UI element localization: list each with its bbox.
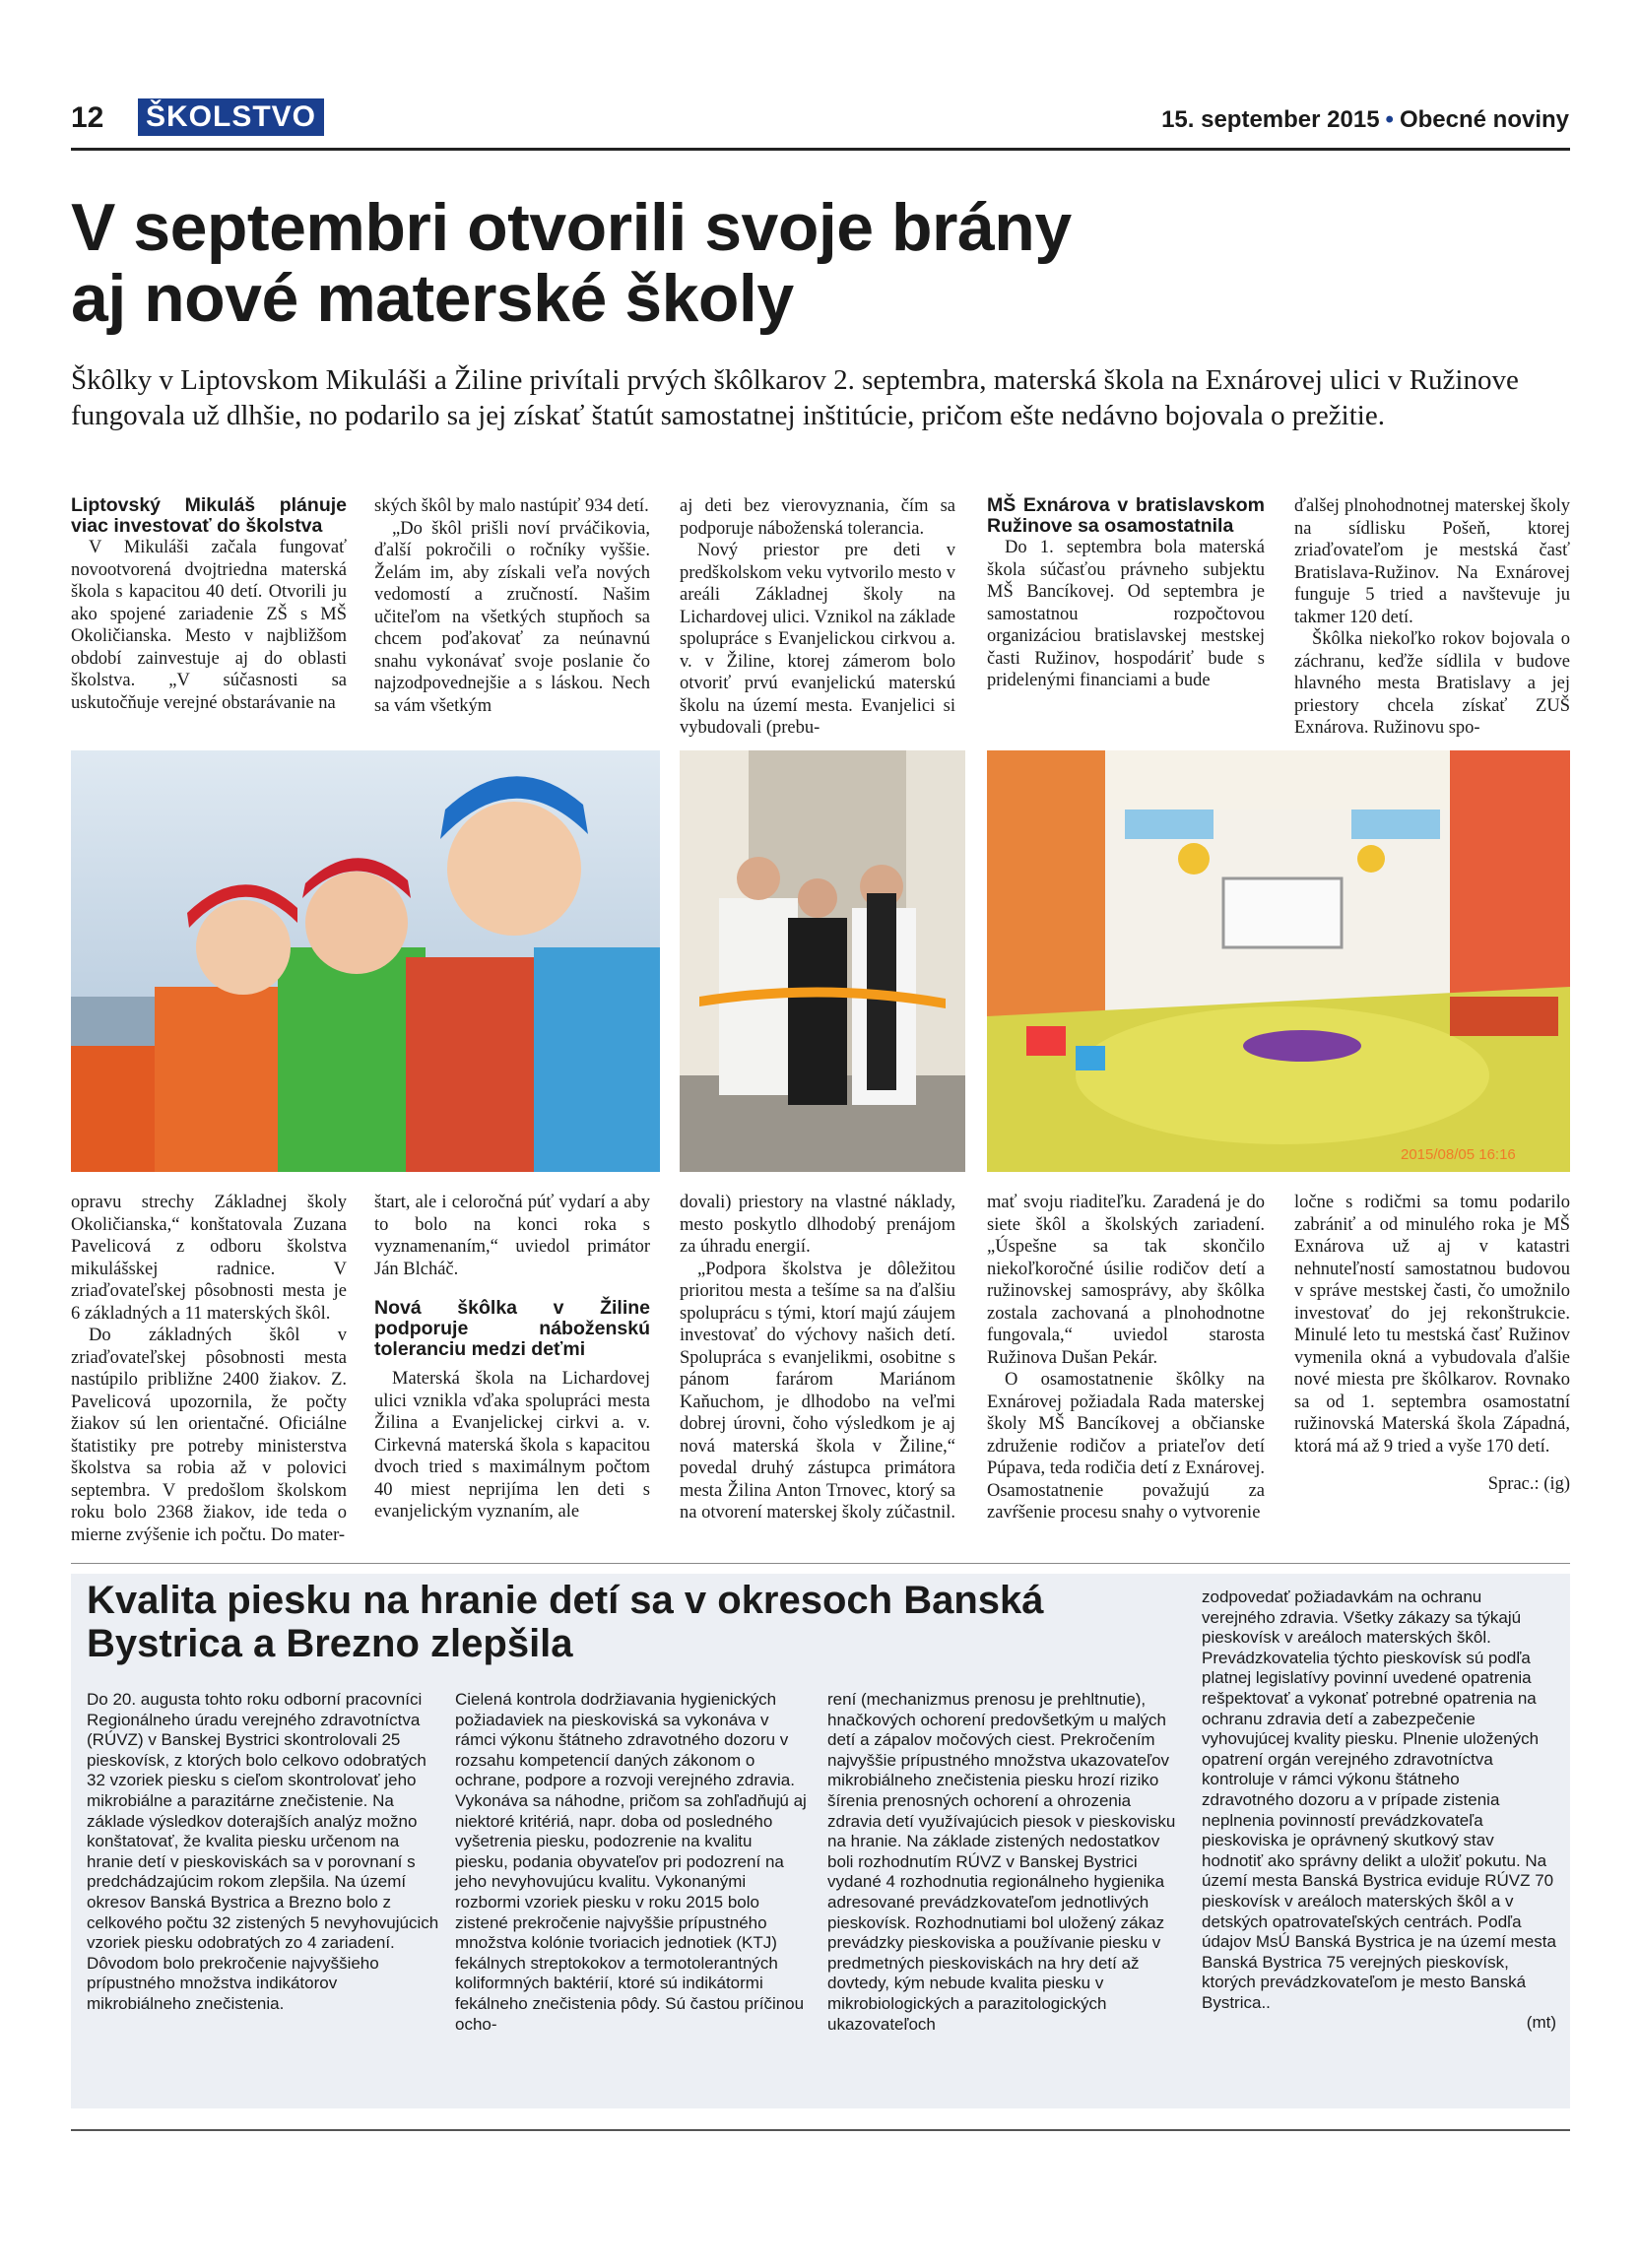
photo-children bbox=[71, 750, 660, 1172]
classroom-illustration bbox=[987, 750, 1570, 1172]
box-column-1 bbox=[87, 1690, 441, 2015]
subheading: Nová škôlka v Žiline podporuje náboženskú toleranciu medzi deťmi bbox=[374, 1297, 650, 1360]
paragraph: O osamostatnenie škôlky na Exnárovej požiadala Rada materskej školy MŠ Bancíkovej a občianske združenie rodičov a priateľov detí Púpava, teda rodičia detí z Exnárovej. Osamostatnenie považujú za zavŕšenie procesu snahy o vytvorenie bbox=[987, 1370, 1265, 1523]
children-illustration bbox=[71, 750, 660, 1172]
box-headline bbox=[87, 1579, 1101, 1665]
paragraph: aj deti bez vierovyznania, čím sa podporuje náboženská tolerancia. bbox=[680, 496, 955, 539]
paragraph: ďalšej plnohodnotnej materskej školy na sídlisku Pošeň, ktorej zriaďovateľom je mestská časť Bratislava-Ružinov. Na Exnárovej funguje 5 tried a navštevuje ju takmer 120 detí. bbox=[1294, 496, 1570, 627]
box-column-2 bbox=[455, 1690, 810, 2035]
subheading: Liptovský Mikuláš plánuje viac investovať do školstva bbox=[71, 494, 347, 537]
paragraph: Do základných škôl v zriaďovateľskej pôsobnosti mesta nastúpilo približne 2400 žiakov. Z. Pavelicová upozornila, že počty žiakov sú len orientačné. Oficiálne štatistiky pre potreby ministerstva školstva sa robia až v polovici septembra. V predošlom školskom roku bolo 2368 žiakov, ide teda o mierne zvýšenie ich počtu. Do mater- bbox=[71, 1326, 347, 1545]
column-1-top bbox=[71, 495, 347, 714]
column-4-top bbox=[987, 495, 1265, 692]
column-2-bottom bbox=[374, 1192, 650, 1523]
box-signature: (mt) bbox=[1526, 2013, 1556, 2033]
paragraph: „Do škôl prišli noví prváčikovia, ďalší pokročili o ročníky vyššie. Želám im, aby získali veľa nových vedomostí a zručností. Našim učiteľom na všetkých stupňoch sa chcem poďakovať za neúnavnú snahu vykonávať svoje poslanie čo najzodpovednejšie a s láskou. Nech sa vám všetkým bbox=[374, 518, 650, 716]
page-number: 12 bbox=[71, 101, 104, 134]
paragraph: štart, ale i celoročná púť vydarí a aby to bolo na konci roka s vyznamenaním,“ uviedol primátor Ján Blcháč. bbox=[374, 1193, 650, 1279]
paragraph: mať svoju riaditeľku. Zaradená je do siete škôl a školských zariadení. „Úspešne sa tak skončilo niekoľkoročné úsilie rodičov detí a ružinovskej samosprávy, aby škôlka zostala zachovaná a plnohodnotne fungovala,“ uviedol starosta Ružinova Dušan Pekár. bbox=[987, 1193, 1265, 1368]
issue-date: 15. september 2015 bbox=[1161, 106, 1380, 133]
section-tag: ŠKOLSTVO bbox=[138, 98, 324, 136]
paragraph: zodpovedať požiadavkám na ochranu verejného zdravia. Všetky zákazy sa týkajú pieskovísk v areáloch materských škôl. Prevádzkovatelia týchto pieskovísk sú podľa platnej legislatívy povinní uvedené opatrenia rešpektovať a vykonať potrebné opatrenia na ochranu zdravia detí a zabezpečenie vyhovujúcej kvality piesku. Plnenie uložených opatrení orgán verejného zdravotníctva kontroluje v rámci výkonu štátneho zdravotného dozoru a v prípade zistenia neplnenia povinností prevádzkovateľa pieskoviska je oprávnený skutkový stav hodnotiť ako správny delikt a uložiť pokutu. Na území mesta Banská Bystrica eviduje RÚVZ 70 pieskovísk v areáloch materských škôl a v detských opatrovateľských centrách. Podľa údajov MsÚ Banská Bystrica je na území mesta Banská Bystrica 75 verejných pieskovísk, ktorých prevádzkovateľom je mesto Banská Bystrica.. bbox=[1202, 1588, 1556, 2012]
publication-name: Obecné noviny bbox=[1399, 106, 1569, 133]
column-2-top bbox=[374, 495, 650, 717]
paragraph: Cielená kontrola dodržiavania hygienických požiadaviek na pieskoviská sa vykonáva v rámci výkonu štátneho zdravotného dozoru v rozsahu kompetencií daných zákonom o ochrane, podpore a rozvoji verejného zdravia. Vykonáva sa náhodne, pričom sa zohľadňujú aj niektoré kritériá, napr. doba od posledného vyšetrenia piesku, podozrenie na kvalitu piesku, podania obyvateľov pri podozrení na jeho nevyhovujúcu kvalitu. Vykonanými rozbormi vzoriek piesku v roku 2015 bolo zistené prekročenie najvyššie prípustného množstva kolónie tvoriacich jednotiek (KTJ) fekálnych streptokokov a termotolerantných koliformných baktérií, ktoré sú indikátormi fekálneho znečistenia pôdy. Sú častou príčinou ocho- bbox=[455, 1690, 807, 2034]
column-4-bottom bbox=[987, 1192, 1265, 1524]
box-headline-line-2: Bystrica a Brezno zlepšila bbox=[87, 1622, 573, 1665]
article-lead: Škôlky v Liptovskom Mikuláši a Žiline privítali prvých škôlkarov 2. septembra, materská škola na Exnárovej ulici v Ružinove fungovala už dlhšie, no podarilo sa jej získať štatút samostatnej inštitúcie, pričom ešte nedávno bojovala o prežitie. bbox=[71, 364, 1519, 431]
separator-dot: • bbox=[1385, 106, 1394, 133]
column-5-top bbox=[1294, 495, 1570, 740]
column-3-top bbox=[680, 495, 955, 740]
paragraph: opravu strechy Základnej školy Okoličianska,“ konštatovala Zuzana Pavelicová z odboru školstva mikulášskej radnice. V zriaďovateľskej pôsobnosti mesta je 6 základných a 11 materských škôl. bbox=[71, 1193, 347, 1324]
paragraph: Do 1. septembra bola materská škola súčasťou právneho subjektu MŠ Bancíkovej. Od septembra je samostatnou rozpočtovou organizáciou bratislavskej mestskej časti Ružinov, hospodáriť bude s pridelenými financiami a bude bbox=[987, 538, 1265, 690]
bottom-rule bbox=[71, 2129, 1570, 2131]
paragraph: dovali) priestory na vlastné náklady, mesto poskytlo dlhodobý prenájom za úhradu energií. bbox=[680, 1193, 955, 1257]
box-headline-line-1: Kvalita piesku na hranie detí sa v okresoch Banská bbox=[87, 1579, 1044, 1622]
column-5-bottom bbox=[1294, 1192, 1570, 1496]
paragraph: Škôlka niekoľko rokov bojovala o záchranu, keďže sídlila v budove hlavného mesta Bratislavy a jej priestory chcela získať ZUŠ Exnárova. Ružinovu spo- bbox=[1294, 629, 1570, 738]
paragraph: ločne s rodičmi sa tomu podarilo zabrániť a od minulého roka je MŠ Exnárova už aj v katastri nehnuteľností samostatnou budovou v správe mestskej časti, čo umožnilo investovať do jej rekonštrukcie. Minulé leto tu mestská časť Ružinov vymenila okná a vybudovala ďalšie nové miesta pre škôlkarov. Rovnako sa od 1. septembra osamostatní ružinovská Materská škola Západná, ktorá má až 9 tried a vyše 170 detí. bbox=[1294, 1193, 1570, 1457]
photo-ribbon-cutting bbox=[680, 750, 965, 1172]
subheading: MŠ Exnárova v bratislavskom Ružinove sa osamostatnila bbox=[987, 494, 1265, 537]
paragraph: V Mikuláši začala fungovať novootvorená dvojtriedna materská škola s kapacitou 40 detí. Otvorili ju ako spojené zariadenie ZŠ s MŠ Okoličianska. Mesto v najbližšom období zainvestuje aj do oblasti školstva. „V súčasnosti sa uskutočňuje verejné obstarávanie na bbox=[71, 538, 347, 713]
header-rule bbox=[71, 148, 1570, 151]
paragraph: ských škôl by malo nastúpiť 934 detí. bbox=[374, 496, 649, 516]
masthead bbox=[1161, 106, 1569, 134]
paragraph: Materská škola na Lichardovej ulici vznikla vďaka spolupráci mesta Žilina a Evanjelickej cirkvi a. v. Cirkevná materská škola s kapacitou dvoch tried s maximálnym počtom 40 miest neprijíma len deti s evanjelickým vyznaním, ale bbox=[374, 1369, 650, 1522]
paragraph: „Podpora školstva je dôležitou prioritou mesta a tešíme sa na ďalšiu spoluprácu s tými, ktorí majú záujem investovať do výchovy našich detí. Spolupráca s evanjelikmi, osobitne s pánom farárom Mariánom Kaňuchom, je dlhodobo na veľmi dobrej úrovni, čoho výsledkom je aj nová materská škola v Žiline,“ povedal druhý zástupca primátora mesta Žilina Anton Trnovec, ktorý sa na otvorení materskej školy zúčastnil. bbox=[680, 1259, 955, 1523]
article-headline bbox=[71, 192, 1548, 334]
paragraph: Do 20. augusta tohto roku odborní pracovníci Regionálneho úradu verejného zdravotníctva (RÚVZ) v Banskej Bystrici skontrolovali 25 pieskovísk, z ktorých bolo celkovo odobratých 32 vzoriek piesku s cieľom skontrolovať jeho mikrobiálne a parazitárne znečistenie. Na základe výsledkov doterajších analýz možno konštatovať, že kvalita piesku určenom na hranie detí v pieskoviskách sa v porovnaní s predchádzajúcim rokom zlepšila. Na území okresov Banská Bystrica a Brezno bolo z celkového počtu 32 zistených 5 nevyhovujúcich vzoriek piesku odobratých zo 4 zariadení. Dôvodom bolo prekročenie najvyššieho prípustného množstva indikátorov mikrobiálneho znečistenia. bbox=[87, 1690, 439, 2013]
ribbon-cutting-illustration bbox=[680, 750, 965, 1172]
article-signature: Sprac.: (ig) bbox=[1487, 1474, 1570, 1494]
section-divider bbox=[71, 1563, 1570, 1564]
paragraph: rení (mechanizmus prenosu je prehltnutie), hnačkových ochorení predovšetkým u malých detí a zápalov močových ciest. Prekročením najvyššie prípustného množstva ukazovateľov mikrobiálneho znečistenia piesku hrozí riziko šírenia prenosných ochorení a ohrozenia zdravia detí využívajúcich piesok v pieskovisku na hranie. Na základe zistených nedostatkov boli rozhodnutím RÚVZ v Banskej Bystrici vydané 4 rozhodnutia regionálneho hygienika adresované prevádzkovateľom jednotlivých pieskovísk. Rozhodnutiami bol uložený zákaz prevádzky pieskoviska a používanie piesku v predmetných pieskoviskách na hry detí až dovtedy, kým nebude kvalita piesku v mikrobiologických a parazitologických ukazovateľoch bbox=[827, 1690, 1176, 2034]
headline-line-1: V septembri otvorili svoje brány bbox=[71, 190, 1072, 265]
photo-classroom bbox=[987, 750, 1570, 1172]
box-column-3 bbox=[827, 1690, 1182, 2035]
column-1-bottom bbox=[71, 1192, 347, 1546]
headline-line-2: aj nové materské školy bbox=[71, 261, 794, 336]
photo-date-stamp: 2015/08/05 16:16 bbox=[1401, 1146, 1516, 1163]
box-column-4 bbox=[1202, 1588, 1556, 2034]
paragraph: Nový priestor pre deti v predškolskom veku vytvorilo mesto v areáli Základnej školy na Lichardovej ulici. Vznikol na základe spolupráce s Evanjelickou cirkvou a. v. v Žiline, ktorej zámerom bolo otvoriť prvú evanjelickú materskú školu na území mesta. Evanjelici si vybudovali (prebu- bbox=[680, 541, 955, 738]
column-3-bottom bbox=[680, 1192, 955, 1524]
